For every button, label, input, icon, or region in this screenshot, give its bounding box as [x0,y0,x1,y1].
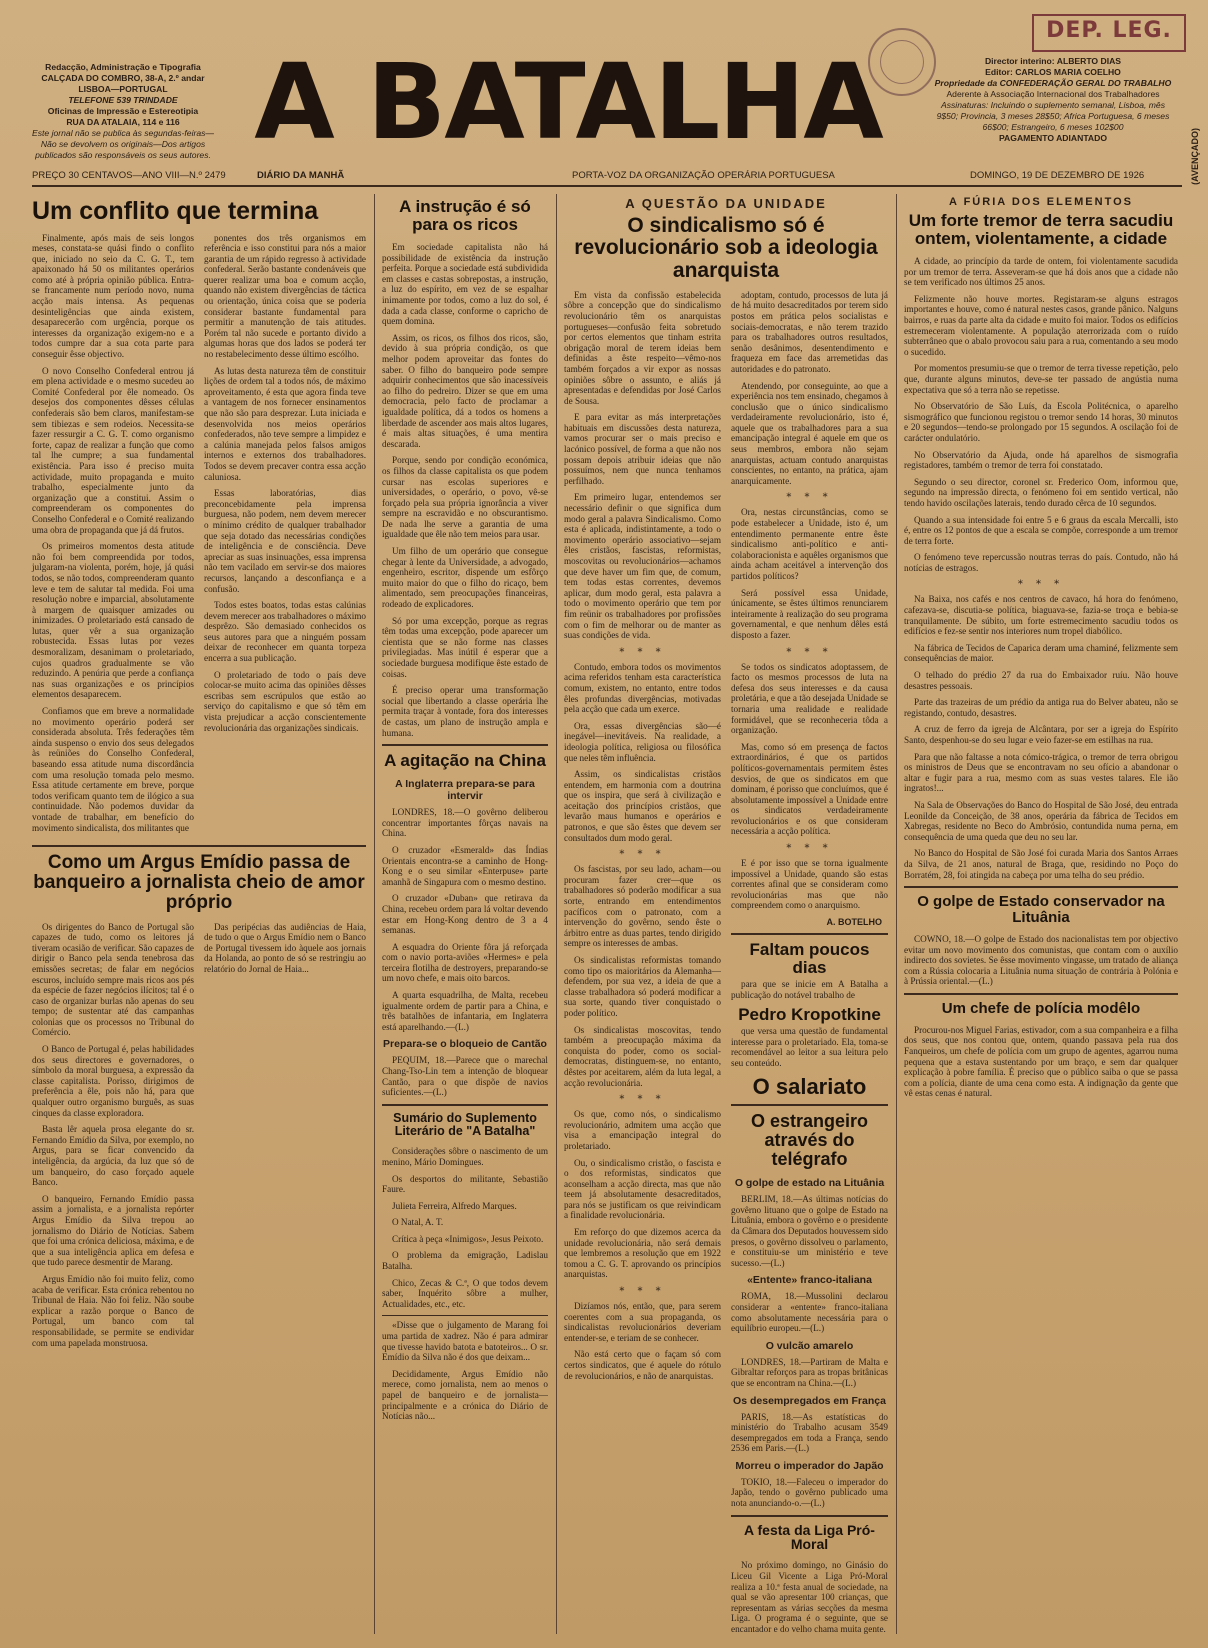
section-separator: * * * [786,646,833,658]
paragraph: Ora, nestas circunstâncias, como se pode estabelecer a Unidade, isto é, um entendimento permanente entre êste sindicalismo anti-político e anti-colaboracionista e aquêles organismos que ainda acham aceitável a intervenção dos partidos políticos? [731,507,888,581]
paragraph: Dizíamos nós, então, que, para serem coerentes com a sua propaganda, os sindicalistas revolucionários deveriam entender-se, e teriam de se conhecer. [564,1301,721,1343]
masthead-right-line: Director interino: ALBERTO DIAS [984,56,1122,66]
paragraph: Das peripécias das audiências de Haia, de tudo o que o Argus Emídio nem o Banco de Portugal tivessem ido àquele aos jornais da Holanda, ao ponto de só se restringiu ao relatório do Jornal de Haia... [204,921,366,974]
paragraph: O Banco de Portugal é, pelas habilidades dos seus directores e governadores, o símbolo da moral burguesa, a expressão da classe capitalista. Porisso, dirigimos de preferência a êle, pois não há, para que qualquer outro organismo burguês, as suas cinques da classe exploradora. [32,1044,194,1118]
masthead-right-line: PAGAMENTO ADIANTADO [998,133,1108,143]
paragraph: Os dirigentes do Banco de Portugal são capazes de tudo, como os leitores já tiveram ocasião de verificar. São capazes de dirigir o Banco pela senda tenebrosa das emissões secretas; de falar em negócios escuros, incluído sempre mais ricos aos pés da espécie de fazer negócios ilícitos; tal é o caso de organizar burlas não apenas do seu tempo; de sustentar até das campanhas colonias que os processos no Tribunal do Comércio. [32,921,194,1038]
paragraph: O cruzador «Esmerald» das Índias Orientais encontra-se a caminho de Hong-Kong e o seu similar «Enterpuse» parte amanhã de Singapura com o mesmo destino. [382,844,548,887]
paragraph: No Banco do Hospital de São José foi curada Maria dos Santos Arraes da Silva, de 21 anos, natural de Braga, que, residindo no Poço do Borratém, 28, foi atingida na cabeça por uma telha do seu prédio. [904,848,1178,880]
paragraph: Argus Emídio não foi muito feliz, como acaba de verificar. Esta crónica rebentou no Tribunal de Haia. Não foi feliz. Não soube explicar a razão porque o Banco de Portugal, um banco com tal responsabilidade, se permite se endividar com uma papelada monstruosa. [32,1273,194,1348]
headline-telegrafo: O estrangeiro através do telégrafo [750,1110,869,1170]
paragraph: Assim, os ricos, os filhos dos ricos, são, devido à sua própria condição, os que melhor podem aproveitar das fontes do saber. O filho do banqueiro pode sempre adquirir conhecimentos que são inacessíveis ao filho do pedreiro. Dizer se que em uma democracia, pelo facto de proclamar a igualdade política, dá a todos os homens a liberdade de ascender aos mais altos lugares, é mais altas situações, é uma mentira descarada. [382,332,548,449]
headline-instrucao: A instrução é só para os ricos [399,197,531,235]
paragraph: Quando a sua intensidade foi entre 5 e 6 graus da escala Mercalli, isto é, entre os 12 pontos de que a escala se compõe, corresponde a um tremor de terra forte. [904,514,1178,546]
paragraph: O Natal, A. T. [392,1217,444,1228]
headline-conflito: Um conflito que termina [32,197,319,225]
masthead-left-line: TELEFONE 539 TRINDADE [68,95,178,105]
paragraph: Julieta Ferreira, Alfredo Marques. [392,1200,517,1211]
dateline-bar [32,167,1182,187]
issue-date: DOMINGO, 19 DE DEZEMBRO DE 1926 [970,170,1145,181]
paragraph: Os que, como nós, o sindicalismo revolucionário, admitem uma acção que visa a emancipação integral do proletariado. [564,1109,721,1151]
paragraph: O proletariado de todo o país deve colocar-se muito acima das opiniões dêsses escribas sem escrúpulos que estão ao serviço do capitalismo e que só têm em vista prejudicar a acção conscientemente revolucionária das organizações sindicais. [204,669,366,733]
paragraph: O telhado do prédio 27 da rua do Embaixador ruíu. Não houve desastres pessoais. [904,670,1178,691]
paragraph: O banqueiro, Fernando Emídio passa assim a jornalista, e a jornalista repórter Argus Emídio da Silva trepou ao jornalismo do Diário de Notícias. Sabem que foi uma crónica deliciosa, máxima, e de que a sua inteligência aplica em defesa e que tudo parece desmentir de Marang. [32,1193,194,1268]
paragraph: Os primeiros momentos desta atitude não foi bem compreendida por todos, julgaram-na violenta, porém, hoje, já quási todos, se não todos, compreenderam quanto leve e tem de salutar tal medida. Foi uma resolução nobre e imparcial, absolutamente à margem de quaisquer amizades ou inimizades. O proletariado está cansado de lutas, quer vêr a sua organização robustecida. Essas lutas por vezes desmoralizam, desanimam o proletariado, cujos quadros gradualmente se vão reduzindo. A penúria que perde a confiança nas suas organizações e os princípios elementos desaparecem. [32,541,194,700]
sub-inglaterra: A Inglaterra prepara-se para intervir [395,778,535,803]
paragraph: Porque, sendo por condição económica, os filhos da classe capitalista os que podem cursar nas escolas superiores e universidades, o operário, o povo, vê-se forçado pela sua própria ignorância a viver sempre na escravidão e no obscurantismo. De nada lhe serve a garantia de uma igualdade que êle não tem meios para usar. [382,455,548,540]
paragraph: Assim, os sindicalistas cristãos entendem, em harmonia com a doutrina que os inspira, que será à civilização e aceitação dos princípios cristãos, que levarão maus humanos e operários e patronos, e que são êstes que devem ser consultados dum modo geral. [564,769,721,843]
paragraph: Considerações sôbre o nascimento de um menino, Mário Domingues. [382,1146,548,1167]
headline-tremor: Um forte tremor de terra sacudiu ontem, violentamente, a cidade [908,211,1174,249]
telegraph-subhead: «Entente» franco-italiana [747,1274,872,1287]
paragraph: Em primeiro lugar, entendemos ser necessário definir o que significa dum modo geral a palavra Sindicalismo. Como esta é aplicada, indistintamente, a todo o movimento operário associativo—sejam êles cristãos, fascistas, reformistas, moscovitas ou revolucionários—achamos que deve haver um fim que, de comum, tem todas estas correntes, devemos aplicar, dum modo geral, esta palavra a todo o movimento operário que tem por fim reünir os trabalhadores por profissões com o fim de melhorar ou de manter as suas condições de vida. [564,492,721,641]
paragraph: Os fascistas, por seu lado, acham—ou procuram fazer crer—que os trabalhadores só poderão modificar a sua sorte, entrando em entendimentos pacíficos com o patronato, com a intervenção do govêrno, sendo êste o árbitro entre as duas partes, tendo dirigido sempre os interesses de ambas. [564,864,721,949]
paragraph: Por momentos presumiu-se que o tremor de terra tivesse repetição, pelo que, durante alguns minutos, deve-se ter passado de angústia numa expectativa que só a terra não se repetisse. [904,363,1178,395]
masthead-left-line: Redacção, Administração e Tipografia [45,62,201,72]
section-separator: * * * [786,492,833,504]
paragraph: Na Sala de Observações do Banco do Hospital de São José, deu entrada Leonilde da Conceição, de 38 anos, operária da fábrica de Tecidos em Xabregas, residente no Beco do Ambrósio, contundida numa perna, em consequência de uma queda que deu no seu lar. [904,799,1178,842]
telegraph-text: LONDRES, 18.—Partiram de Malta e Gibraltar reforços para as tropas britânicas que se encontram na China.—(L.) [731,1356,888,1388]
section-separator: * * * [619,1286,666,1298]
section-separator: * * * [1017,579,1065,591]
paragraph: Chico, Zecas & C.ª, O que todos devem saber, Inquérito sôbre a mulher, Actualidades, etc., etc. [382,1277,548,1309]
section-separator: * * * [786,843,833,855]
paragraph: Parte das trazeiras de um prédio da antiga rua do Belver abateu, não se registando, contudo, desastres. [904,697,1178,718]
paragraph: Decididamente, Argus Emídio não merece, como jornalista, nem ao menos o papel de banqueiro e de jornalista—principalmente e a crónica do Diário de Notícias não... [382,1368,548,1422]
deposit-stamp: DEP. LEG. [1032,14,1186,52]
paragraph: Essas laboratórias, dias preconcebidamente pela imprensa burguesa, não podem, nem devem merecer o mínimo crédito de qualquer trabalhador que seja dotado das necessárias condições de inteligência e de consciência. Deve apreciar as suas insinuações, essa imprensa não tem vacilado em servir-se dos maiores recursos, lançando a desconfiança e a confusão. [204,488,366,594]
paragraph: LONDRES, 18.—O govêrno deliberou concentrar importantes fôrças navais na China. [382,807,548,839]
paragraph: As lutas desta natureza têm de constituir lições de ordem tal a todos nós, de máximo aproveitamento, é esta que agora finda teve a vantagem de nos fornecer ensinamentos que não são para desprezar. Luta iniciada e desenvolvida nos meios operários confederados, não teve sempre a limpidez e a calúnia manejada pelos falsos amigos internos e externos dos trabalhadores. Todos se devem precaver contra essa acção caluniosa. [204,365,366,482]
masthead-left-info [32,62,214,161]
price-issue: PREÇO 30 CENTAVOS—ANO VIII—N.º 2479 [32,170,226,181]
headline-china: A agitação na China [384,751,546,771]
paragraph: O cruzador «Duban» que retirava da China, recebeu ordem para lá voltar devendo estar em Hong-Kong dentro de 3 a 4 semanas. [382,893,548,936]
paragraph: Na Baixa, nos cafés e nos centros de cavaco, há hora do fenómeno, cafezava-se, discutia-se política, biaguava-se, fazia-se troça e bebia-se tranquilamente. De súbito, um forte estremecimento sacudiu todos os edifícios e fez-se sentir nos interiores num tropel diabólico. [904,594,1178,637]
telegraph-subhead: Os desempregados em França [733,1394,886,1407]
telegraph-text: BERLIM, 18.—As últimas notícias do govêrno lituano que o golpe de Estado na Lituânia, embora o govêrno e o presidente da Câmara dos Deputados houvessem sido presos, o govêrno dissolveu o parlamento, e constituiu-se um ministério e teve sucesso.—(L.) [731,1194,888,1268]
telegraph-text: TOKIO, 18.—Faleceu o imperador do Japão, tendo o govêrno publicado uma nota anunciando-o.—(L.) [731,1476,888,1509]
masthead-left-line: RUA DA ATALAIA, 114 e 116 [66,117,180,127]
paragraph: A cidade, ao princípio da tarde de ontem, foi violentamente sacudida por um tremor de terra. Asseveram-se que há dois anos que a cidade não se tem verificado nos últimos 25 anos. [904,256,1178,288]
headline-sindicalismo: O sindicalismo só é revolucionário sob a ideologia anarquista [574,214,878,282]
kicker-furia: A FÚRIA DOS ELEMENTOS [949,196,1133,208]
paragraph: Confiamos que em breve a normalidade no movimento operário poderá ser considerada absoluta. Três federações têm ainda suspenso o envio dos seus delegados às reüniões do Conselho Confederal, baseando essa atitude numa discordância com uma resolução tomada pelo mesmo. Essa atitude certamente em breve, porque todos verificam quanto tem de ilógico a sua continuidade. Não podemos duvidar da vontade de trabalhar, em benefício do movimento sindicalista, dos militantes que [32,706,194,833]
headline-argus: Como um Argus Emídio passa de banqueiro a jornalista cheio de amor próprio [33,852,365,914]
paragraph: O novo Conselho Confederal entrou já em plena actividade e o mesmo sucedeu ao Comité Confederal por êle nomeado. Os desejos dos componentes dêsses células confederais são bem claros, manifestam-se sem tibiezas e sem rodeios. Necessita-se fazer ressurgir a C. G. T. como organismo forte, capaz de realizar a função que como tal lhe cumpre; a sua fundamental existência. Para isso é preciso muita actividade, muito propaganda e muito trabalho, especialmente junto da organização que a constitui. Assim o compreenderam os componentes do Conselho Confederal e o Comité realizando uma obra de propaganda que já dá frutos. [32,365,194,535]
column-2 [382,194,548,1624]
daily-label: DIÁRIO DA MANHÃ [257,170,345,181]
paragraph: Em sociedade capitalista não há possibilidade de existência da instrução perfeita. Porque a sociedade está subdividida em classes e castas sobrepostas, a instrução, a luz do espírito, em vez de se espalhar inimamente por todos, como a luz do sol, é dada a cada classe, conforme o capricho de quem domina. [382,242,548,327]
telegraph-subhead: Morreu o imperador do Japão [735,1459,884,1472]
paragraph: «Disse que o julgamento de Marang foi uma partida de xadrez. Não é para admirar que tivesse havido batota e batoteiros... O sr. Emídio da Silva não é dos que deixam... [382,1320,548,1363]
column-1 [32,194,366,1624]
telegraph-subhead: O golpe de estado na Lituânia [734,1177,885,1190]
paragraph: PEQUIM, 18.—Parece que o marechal Chang-Tso-Lin tem a intenção de bloquear Cantão, para o que dispõe de navios suficientes.—(L.) [382,1055,548,1098]
paragraph: No Observatório da Ajuda, onde há aparelhos de sismografia registadores, também o tremor de terra foi constatado. [904,449,1178,471]
column-3 [564,194,888,1634]
telegraph-text: PARIS, 18.—As estatísticas do ministério do Trabalho acusam 3549 desempregados em toda a França, sendo 2536 em Paris.—(L.) [731,1411,888,1454]
kropotkine-text: para que se inicie em A Batalha a publicação do notável trabalho de [731,979,888,1000]
kropotkine-text2: que versa uma questão de fundamental interesse para o proletariado. Ela, toma-se recomendável ao leitor a sua leitura pelo seu conteúdo. [731,1026,888,1069]
paragraph: Na fábrica de Tecidos de Caparica deram uma chaminé, felizmente sem consequências de maior. [904,642,1178,664]
masthead-left-line: Este jornal não se publica às segundas-feiras—Não se devolvem os originais—Dos artigos publicados são responsáveis os seus autores. [32,128,215,160]
headline-policia: Um chefe de polícia modêlo [941,999,1141,1017]
paragraph: Se todos os sindicatos adoptassem, de facto os mesmos processos de luta na defesa dos seus interesses e da causa proletária, e que a tão desejada Unidade se tornaria uma realidade e realidade formidável, que se reconheceria tôda a organização. [731,661,888,736]
paragraph: Para que não faltasse a nota cómico-trágica, o tremor de terra obrigou os ministros de Deus que se encontravam no seu ofício a abandonar o altar e fugir para a rua, mesmo com as suas vestes talares. Ele ião ingratos!... [904,751,1178,794]
telegraph-text: ROMA, 18.—Mussolini declarou considerar a «entente» franco-italiana como absolutamente necessária para o equilíbrio europeu.—(L.) [731,1291,888,1334]
paragraph: Crítica à peça «Inimigos», Jesus Peixoto. [392,1233,544,1244]
paragraph: Ou, o sindicalismo cristão, o fascista e o dos reformistas, sindicatos que aconselham a acção directa, mas que não teem já absolutamente desacreditados, para nós se justificam os que reivindicam a finalidade revolucionária. [564,1157,721,1221]
author-signature: A. BOTELHO [826,917,882,928]
paragraph: Os sindicalistas reformistas tomando como tipo os maioritários da Alemanha—defendem, por sua vez, a ideia de que a classe trabalhadora só poderá modificar a sua sorte, quando tiver conquistado o poder político. [564,955,721,1018]
paragraph: ponentes dos três organismos em referência e isso constitui para nós a maior garantia de um rápido regresso à actividade confederal. Serão bastante condenáveis que querer realizar uma boa e comum acção, quando não existem divergências de táctica ou orientação, única coisa que se poderia considerar bastante fundamental para permitir a manutenção de tais atitudes. Porém tal não sucede e portanto divido a algumas horas que dos lados se poderá ter no restabelecimento desse último escólho. [204,232,366,360]
headline-liga: A festa da Liga Pró-Moral [744,1521,875,1553]
telegraph-subhead: O vulcão amarelo [765,1339,854,1352]
column-4 [904,194,1178,1624]
masthead-right-line: Assinaturas: Incluindo o suplemento semanal, Lisboa, mês 9$50; Provincia, 3 meses 28$50; Africa Portuguesa, 6 meses 66$00; Estrangeiro, 6 meses 102$00 [936,100,1170,132]
paragraph: Só por uma excepção, porque as regras têm todas uma excepção, pode aparecer um cientista que se não forme nas classes privilegiadas. Mas inútil é esperar que a sociedade burguesa modifique êste estado de coisas. [382,615,548,679]
paragraph: O fenómeno teve repercussão noutras terras do país. Contudo, não há notícias de estragos. [904,552,1178,573]
kicker-unidade: A QUESTÃO DA UNIDADE [625,196,827,211]
paragraph: A esquadra do Oriente fôra já reforçada com o navio porta-aviões «Hermes» e pela terceira flotilha de destroyers, preparando-se um novo chefe, e mais oito barcos. [382,941,548,984]
masthead-left-line: LISBOA—PORTUGAL [78,84,168,94]
sub-cantao: Prepara-se o bloqueio de Cantão [383,1038,547,1051]
kropotkine-name: Pedro Kropotkine [738,1005,881,1025]
lituania-text: COWNO, 18.—O golpe de Estado dos nacionalistas tem por objectivo evitar um novo movimento dos comunistas, que contam com o auxílio indirecto dos sovietes. Se êsse movimento vingasse, um tratado de aliança com a Rússia colocaria a Lituânia numa situação de contrária à Polónia e à Prússia oriental.—(L.) [904,933,1178,987]
paragraph: A cruz de ferro da igreja de Alcântara, por ser a igreja do Espírito Santo, despenhou-se do seu lugar e veio fazer-se em estilhas na rua. [904,724,1178,745]
paragraph: Os desportos do militante, Sebastião Faure. [382,1173,548,1195]
kropotkine-line: Faltam poucos dias [749,940,870,978]
paragraph: A quarta esquadrilha, de Malta, recebeu igualmente ordem de partir para a China, e três batalhões de infantaria, em Inglaterra está aparelhando.—(L.) [382,990,548,1032]
paragraph: Em vista da confissão estabelecida sôbre a concepção que do sindicalismo revolucionário têm os anarquistas portugueses—confusão feita sobretudo por certos elementos que tinham estrita obrigação moral de terem ideias bem definidas a êste respeito—vêmo-nos também forçados a vir expor as nossas opiniões sôbre o assunto, e aliás já apresentadas e defendidas por José Carlos de Sousa. [564,289,721,406]
masthead-right-line: Aderente à Associação Internacional dos Trabalhadores [946,89,1160,99]
masthead-right-line: Propriedade da CONFEDERAÇÃO GERAL DO TRABALHO [934,78,1172,88]
paragraph: Em reforço do que dizemos acerca da unidade revolucionária, não será demais que lembremos a resolução que em 1922 tomou a C. G. T. aprovando os princípios anarquistas. [564,1227,721,1280]
policia-text: Procurou-nos Miguel Farias, estivador, com a sua companheira e a filha dos seus, que nos contou que, ontem, quando passava pela rua dos Fanqueiros, um chefe de polícia com um grupo de agentes, agarrou numa pequena que a estava sustentando por um braço, e sem dar qualquer explicação à pobre família. É preciso que o público saiba o que se passa com a polícia, diante de uma cena como esta. A indignação da gente que vê estas cenas é natural. [904,1024,1178,1099]
paragraph: Será possível essa Unidade, únicamente, se êstes últimos renunciarem inteiramente à realização do seu programa governamental, e que nenhum dêles está disposto a fazer. [731,587,888,640]
paragraph: Atendendo, por conseguinte, ao que a experiência nos tem ensinado, chegamos à conclusão que o único sindicalismo verdadeiramente revolucionário, isto é, aquele que os trabalhadores para a sua emancipação integral é aquele em que os seus membros, embora não sejam anarquistas, actuam contudo anarquistas conscientes, no entanto, na prática, ajam anarquicamente. [731,380,888,486]
headline-sumario: Sumário do Suplemento Literário de "A Batalha" [393,1110,537,1139]
paragraph: Não está certo que o façam só com certos sindicatos, que é aquele do rótulo de revolucionários, e não de anarquistas. [564,1349,721,1381]
masthead-left-line: Oficinas de Impressão e Estereotipia [47,106,199,116]
newspaper-title: A BATALHA [254,41,882,163]
paragraph: Finalmente, após mais de seis longos meses, constata-se quási findo o conflito que, iniciado no seio da C. G. T., tem apaixonado há 50 os militantes operários como até à própria opinião pública. Entra-se francamente num período novo, numa acção mais intensa. As pequenas desinteligências que ainda existem, desaparecerão com urgência, porque os interesses da organização exigem-no e a todos cumpre dar a sua cota parte para conseguir êsse objectivo. [32,232,194,360]
section-separator: * * * [619,646,666,658]
paragraph: Os sindicalistas moscovitas, tendo também a preocupação máxima da conquista do poder, como os social-democratas, distinguem-se, no entanto, dêstes por aceitarem, além da luta legal, a acção revolucionária. [564,1024,721,1088]
liga-text: No próximo domingo, no Ginásio do Liceu Gil Vicente a Liga Pró-Moral realiza a 10.ª festa anual de sociedade, na qual se vão apresentar 100 crianças, que representam as várias secções da mesma Liga. O programa é o seguinte, que se encantador e do velho chama muita gente. [731,1560,888,1634]
paragraph: E é por isso que se torna igualmente impossível a Unidade, quando são estas correntes afinal que se consideram como revolucionárias mas que não compreendem como o anarquismo. [731,858,888,911]
headline-lituania: O golpe de Estado conservador na Lituânia [917,893,1165,927]
paragraph: O problema da emigração, Ladislau Batalha. [382,1250,548,1272]
paragraph: E para evitar as más interpretações habituais em discussões desta natureza, vamos procurar ser o mais preciso e lacónico possível, de forma a que não nos possam depois atribuir ideias que não possuímos, nem que nunca tenhamos perfilhado. [564,412,721,486]
paragraph: Ora, essas divergências são—é inegável—inevitáveis. Na realidade, a ideologia política, religiosa ou filosófica que neles têm influência. [564,720,721,763]
paragraph: Felizmente não houve mortes. Registaram-se alguns estragos importantes e houve, como é natural nestes casos, grande pânico. Nalguns bairros, e ruas da parte alta da cidade e muito foi maior. Todos os edifícios estremeceram violentamente. A população aterrorizada com o ruído subterrâneo que o abalo provocou saiu para a rua, comentando a seu modo o sucedido. [904,293,1178,357]
salariato-title: O salariato [752,1073,867,1099]
section-separator: * * * [619,849,666,861]
masthead-right-info [930,56,1176,144]
paragraph: É preciso operar uma transformação social que libertando a classe operária lhe permita traçar à vontade, fora dos interesses de castas, um plano de instrução ampla e humana. [382,685,548,738]
section-separator: * * * [619,1094,666,1106]
paragraph: No Observatório de São Luís, da Escola Politécnica, o aparelho sismográfico que funcionou registou o tremor sendo 14 horas, 30 minutos e 20 segundos—tendo-se prolongado por 15 segundos. A oscilação foi de carácter ondulatório. [904,401,1178,443]
paragraph: Contudo, embora todos os movimentos acima referidos tenham esta característica comum, existem, no entanto, entre todos êles profundas divergências, motivadas pela acção que cada um exerce. [564,661,721,715]
paragraph: Um filho de um operário que consegue chegar à lente da Universidade, a advogado, engenheiro, escritor, dispende um esfôrço muito maior do que o filho do ricaço, bem alimentado, sem preocupações financeiras, rodeado de explicadores. [382,546,548,610]
paragraph: Todos estes boatos, todas estas calúnias devem merecer aos trabalhadores o máximo desprêzo. São demasiado conhecidos os seus autores para que a ninguém possam deixar de reconhecer em quanta torpeza encerra a sua publicação. [204,600,366,664]
motto: PORTA-VOZ DA ORGANIZAÇÃO OPERÁRIA PORTUGUESA [572,170,835,181]
paragraph: Mas, como só em presença de factos extraordinários, é que os partidos políticos-governamentais permitem êstes desvios, de que os sindicatos em que dominam, é porisso que concluímos, que é absolutamente impossível a Unidade entre os sindicatos verdadeiramente revolucionários e os que consideram necessária a acção política. [731,741,888,837]
masthead-right-line: Editor: CARLOS MARIA COELHO [985,67,1121,77]
paragraph: Segundo o seu director, coronel sr. Frederico Oom, informou que, segundo na impressão directa, o fenómeno foi em sentido vertical, não tendo havido oscilações laterais, tendo durado cêrca de 10 segundos. [904,476,1178,508]
avencado-label: (AVENÇADO) [1190,128,1200,185]
paragraph: adoptam, contudo, processos de luta já de há muito desacreditados por terem sido postos em prática pelos socialistas e sociais-democratas, e não terem trazido para os trabalhadores outros resultados, senão desânimos, desentendimento e fraqueza em face das arremetidas das autoridades e do patronato. [731,289,888,374]
masthead-left-line: CALÇADA DO COMBRO, 38-A, 2.º andar [41,73,205,83]
paragraph: Basta lêr aquela prosa elegante do sr. Fernando Emídio da Silva, por exemplo, no Argus, para se ficar convencido da inteligência, da argúcia, da luz que só de um banqueiro, do caso forçado aquele Banco. [32,1124,194,1188]
